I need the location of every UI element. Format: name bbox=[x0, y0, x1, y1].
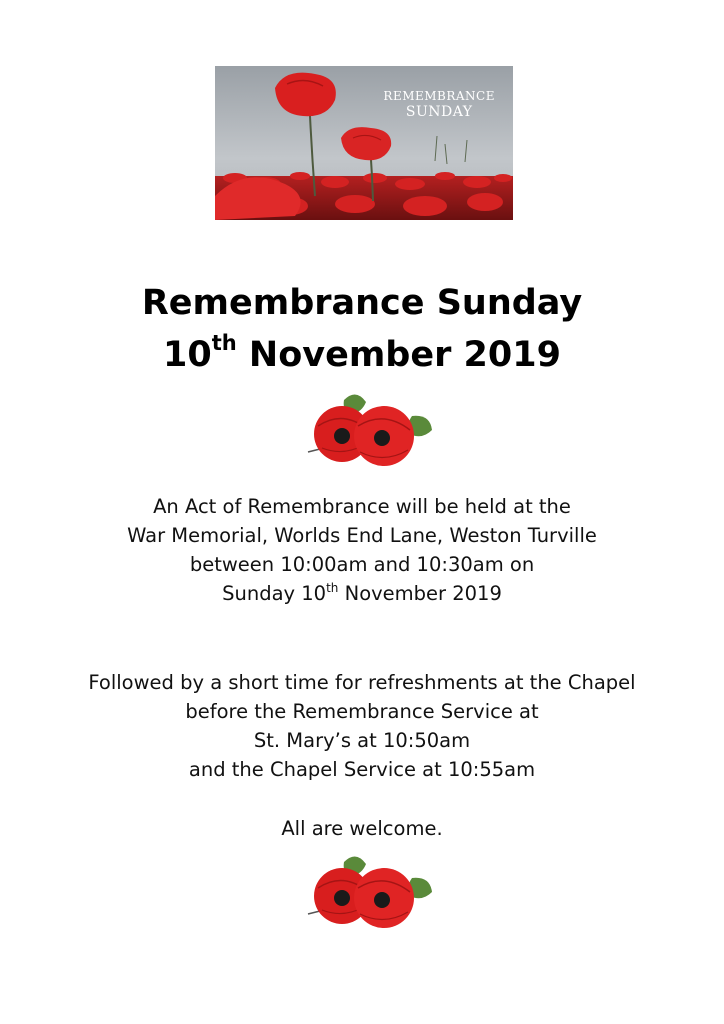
page-title bbox=[0, 277, 724, 381]
event-date-rest: November 2019 bbox=[338, 582, 502, 605]
title-day-suffix: th bbox=[211, 331, 237, 355]
service-line-3: St. Mary’s at 10:50am bbox=[253, 729, 471, 752]
closing-text: All are welcome. bbox=[281, 817, 443, 840]
title-line-2 bbox=[0, 329, 724, 381]
title-line-1: Remembrance Sunday bbox=[141, 283, 583, 323]
event-line-1: An Act of Remembrance will be held at the bbox=[153, 495, 571, 518]
event-line-3: between 10:00am and 10:30am on bbox=[189, 553, 535, 576]
event-line-4 bbox=[0, 579, 724, 608]
event-details bbox=[0, 492, 724, 608]
poppy-pair-icon bbox=[304, 852, 434, 932]
banner-caption-line1: REMEMBRANCE bbox=[383, 89, 495, 103]
event-date-day: Sunday 10 bbox=[222, 582, 327, 605]
banner-caption bbox=[383, 90, 495, 120]
event-line-2: War Memorial, Worlds End Lane, Weston Turville bbox=[127, 524, 597, 547]
service-line-4: and the Chapel Service at 10:55am bbox=[188, 758, 536, 781]
poppy-pair-icon bbox=[304, 390, 434, 470]
banner-image bbox=[215, 66, 513, 220]
service-line-2: before the Remembrance Service at bbox=[185, 700, 539, 723]
title-month-year: November 2019 bbox=[236, 335, 561, 375]
service-details bbox=[0, 668, 724, 784]
event-date-suffix: th bbox=[326, 581, 339, 595]
banner-caption-line2: SUNDAY bbox=[405, 103, 473, 120]
service-line-1: Followed by a short time for refreshments at the Chapel bbox=[88, 671, 636, 694]
title-day: 10 bbox=[163, 335, 212, 375]
